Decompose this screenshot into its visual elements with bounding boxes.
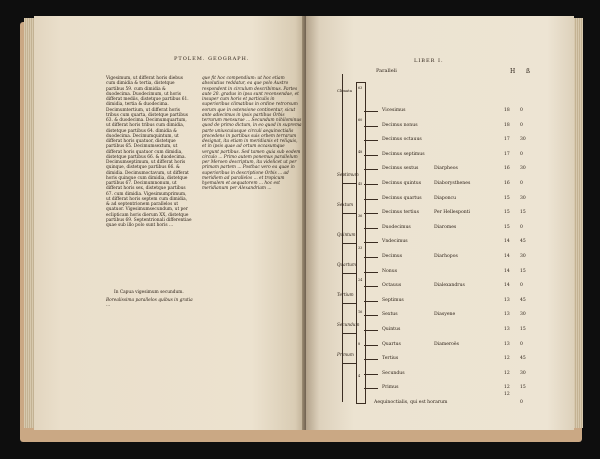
hours-value: 17 [504, 137, 510, 143]
minutes-value: 30 [520, 312, 526, 318]
parallel-name: Quartus [382, 341, 401, 347]
parallel-name: Decimus [382, 254, 403, 259]
parallel-tick [364, 272, 378, 273]
parallel-place: Diaponcu [434, 195, 457, 201]
clima-divider [342, 243, 356, 244]
minutes-value: 0 [520, 341, 523, 347]
hours-value: 18 [504, 122, 510, 128]
parallel-name: Decimus tertius [382, 210, 419, 216]
parallel-name: Quintus [382, 327, 401, 332]
parallel-name: Decimus septimus [382, 151, 425, 157]
parallel-tick [364, 126, 378, 127]
clima-label: Secundum [337, 322, 360, 327]
parallel-name: Duodecimus [382, 224, 411, 230]
parallel-tick [364, 315, 378, 316]
parallel-name: Septimus [382, 297, 404, 303]
scale-number: 45 [358, 182, 363, 186]
hours-value: 13 [504, 297, 510, 303]
right-page-edges [574, 18, 583, 428]
hours-value: 12 [504, 385, 510, 391]
parallel-tick [364, 228, 378, 229]
hours-value: 15 [504, 224, 510, 230]
right-page [306, 16, 574, 430]
clima-label: Septimum [337, 172, 359, 177]
hours-value: 13 [504, 341, 510, 347]
minutes-value: 0 [520, 108, 523, 113]
table-footer-minutes: 0 [520, 400, 523, 405]
minutes-value: 15 [520, 210, 526, 216]
hours-value: 13 [504, 327, 510, 332]
parallel-tick [364, 242, 378, 243]
left-page-column-1: Vigesimum, ut differat horis diebus cum dimidia & tertia, distetque partibus 59. cum dimidia & duodecima. Duodecimum, ut horis differat mediis, distetque partibus 61. dimidia, tertia & duodecima. Decimumtertium, ut differat horis tribus cum quarta, distetque partibus 63. & duodecima. Decimumquartum, ut differat horis tribus cum dimidia, distetque partibus 64. dimidia & duodecima. Decimumquintum, ut differat horis quatuor, distetque partibus 65. Decimumsextum, ut differat horis quatuor cum dimidia, distetque partibus 66. & duodecima. Decimumseptimum, ut differat horis quinque, distetque partibus 66. & dimidia. Decimumoctavum, ut differat horis quinque cum dimidia, distetque partibus 67. Decimumnonum, ut differat horis sex, distetque partibus 67. cum dimidia. Vigesimumprimum, ut differat horis septem cum dimidia, & ad septentrionem parallelos ut quatuor. Vigesimumsecundum, ut per eclipticam horis dierum XX, distetque partibus 69. Septentrionali differentiae quae sub illo polo sunt horis ... [106, 76, 192, 228]
parallel-place: Diaromes [434, 224, 457, 230]
parallel-name: Tertius [382, 356, 399, 362]
parallel-place: Diarpheos [434, 166, 458, 172]
left-page-column-1-note: In Capua vigesimum secundum. [114, 290, 184, 295]
scale-number: 24 [358, 278, 363, 282]
hours-value: 14 [504, 283, 510, 289]
minutes-value: 30 [520, 370, 526, 376]
minutes-value: 0 [520, 283, 523, 289]
parallel-tick [364, 330, 378, 331]
climata-header: Climata [337, 88, 352, 93]
clima-label: Primum [337, 352, 354, 357]
left-page [34, 16, 306, 430]
minutes-value: 30 [520, 254, 526, 259]
parallel-name: Decimus quartus [382, 195, 422, 201]
clima-divider [342, 213, 356, 214]
parallel-tick [364, 345, 378, 346]
minutes-value: 30 [520, 137, 526, 143]
parallel-tick [364, 184, 378, 185]
scale-number: 16 [358, 310, 363, 314]
hours-value: 15 [504, 210, 510, 216]
minutes-value: 45 [520, 239, 526, 245]
hours-value: 14 [504, 254, 510, 259]
hours-value: 16 [504, 166, 510, 172]
minutes-value: 0 [520, 181, 523, 186]
parallel-place: Diaborysthenes [434, 181, 471, 186]
parallel-tick [364, 257, 378, 258]
parallel-name: Decimus sextus [382, 166, 419, 172]
parallel-tick [364, 111, 378, 112]
hours-value: 14 [504, 239, 510, 245]
parallel-name: Nonus [382, 268, 398, 274]
parallel-tick [364, 169, 378, 170]
scale-number: 8 [358, 342, 361, 346]
scale-number: 48 [358, 150, 363, 154]
left-page-column-2: que fit hoc compendium: ut hoc etiam absolutius reddatur, ea que polo Austro respondent in circulum describimus. Partes aute 20. gradus in ipsa sunt recensendae, et insuper cum horis et particulis in superioribus climatibus in ordine retrorsum eorum que in ostensione continentur, sicut ante adiecimus in ipsis partibus Orbis terrarum mensurae ... Secundum nihilominus quod de primo dictum, in eo quod in suprema parte uniuscuiusque circuli aequinoctialis procedens in partibus suis orbem terrarum designat, ita etiam in meridianis et reliquis, et in ipsis quae ad ortum occasumque vergunt partibus. Sed tamen quia sub eodem circulo ... Primo autem ponemus parallelum per Meroen descriptum, ita videlicet ut per primam partem ... Posthac vero ea quae in superioribus in descriptione Orbis ... ad meridiem ad parallelos ... et tropicum hyemalem et aequatorem ... hoc est meridianum per Alexandriam ... [202, 76, 302, 192]
hours-value: 14 [504, 268, 510, 274]
hours-value: 15 [504, 195, 510, 201]
parallel-place: Diameroës [434, 341, 460, 347]
hours-value: 12 [504, 356, 510, 362]
minutes-value: 15 [520, 385, 526, 391]
hours-value: 13 [504, 312, 510, 318]
hours-value: 16 [504, 181, 510, 186]
hours-value: 18 [504, 108, 510, 113]
clima-label: Tertium [337, 292, 354, 297]
parallel-tick [364, 213, 378, 214]
scale-number: 60 [358, 118, 363, 122]
parallel-name: Vndecimus [382, 239, 408, 245]
parallel-name: Primus [382, 385, 399, 391]
parallel-place: Diasyene [434, 312, 456, 318]
scale-number: 4 [358, 374, 361, 378]
parallel-name: Decimus quintus [382, 181, 422, 186]
parallel-name: Sextus [382, 312, 398, 318]
hours-value: 12 [504, 370, 510, 376]
clima-label: Quartum [337, 262, 356, 267]
parallel-tick [364, 140, 378, 141]
scale-number: 63 [358, 86, 363, 90]
minutes-column-header: ß [526, 68, 531, 75]
minutes-value: 30 [520, 195, 526, 201]
scale-number: 33 [358, 246, 363, 250]
parallel-name: Secundus [382, 370, 405, 376]
left-page-column-1-footer: Borealissima parallelos quibus in gratia ... [106, 298, 193, 309]
parallel-name: Vicesimus [382, 108, 406, 113]
table-footer-label: Aequinoctialis, qui est horarum [374, 400, 448, 405]
table-footer-hours: 12 [504, 392, 510, 397]
minutes-value: 15 [520, 268, 526, 274]
minutes-value: 0 [520, 122, 523, 128]
parallel-place: Per Hellesponti [434, 210, 470, 216]
minutes-value: 30 [520, 166, 526, 172]
parallel-tick [364, 286, 378, 287]
clima-label: Quintum [337, 232, 356, 237]
parallel-tick [364, 301, 378, 302]
minutes-value: 0 [520, 151, 523, 157]
clima-label: Sextum [337, 202, 354, 207]
parallel-name: Decimus octauus [382, 137, 422, 143]
minutes-value: 45 [520, 356, 526, 362]
parallel-tick [364, 359, 378, 360]
clima-divider [342, 333, 356, 334]
parallel-name: Octauus [382, 283, 402, 289]
parallel-place: Diarhopos [434, 254, 458, 259]
left-page-edges [24, 18, 34, 428]
clima-divider [342, 273, 356, 274]
clima-divider [342, 183, 356, 184]
minutes-value: 15 [520, 327, 526, 332]
hours-value: 17 [504, 151, 510, 157]
minutes-value: 45 [520, 297, 526, 303]
parallel-tick [364, 199, 378, 200]
right-page-header: LIBER I. [414, 58, 444, 64]
clima-divider [342, 363, 356, 364]
left-page-header: PTOLEM. GEOGRAPH. [174, 56, 250, 62]
open-book [14, 12, 584, 442]
parallel-tick [364, 388, 378, 389]
parallel-tick [364, 155, 378, 156]
hours-column-header: H [510, 68, 516, 75]
clima-divider [342, 303, 356, 304]
minutes-value: 0 [520, 224, 523, 230]
scale-number: 36 [358, 214, 363, 218]
parallel-tick [364, 374, 378, 375]
parallel-name: Decimus nonus [382, 122, 418, 128]
parallel-place: Dialexandrus [434, 283, 465, 289]
parallel-header: Paralleli [376, 68, 397, 74]
